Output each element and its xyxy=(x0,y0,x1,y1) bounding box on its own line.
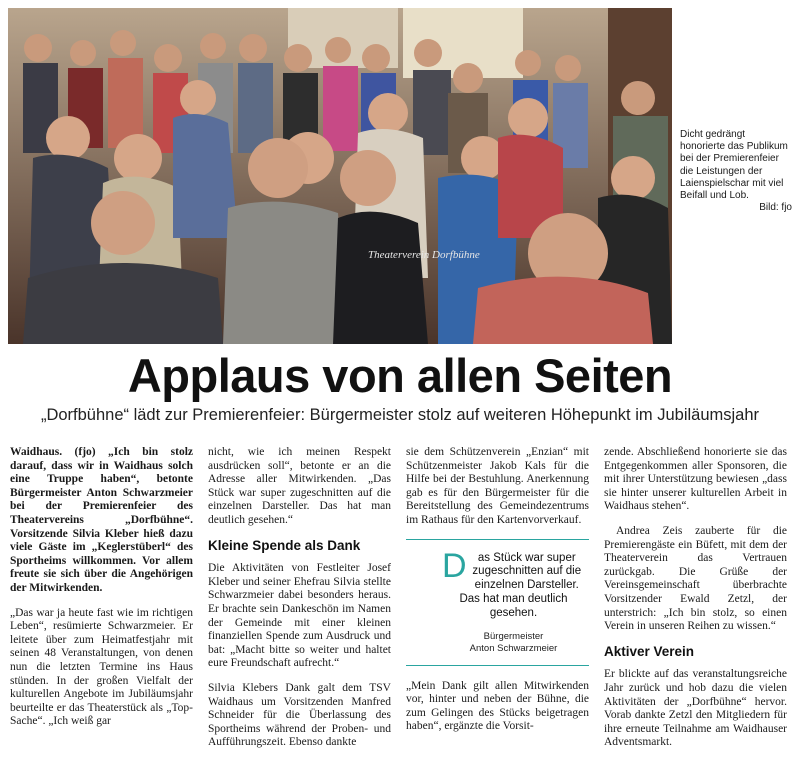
caption-text: Dicht gedrängt honorierte das Publikum bei der Premierenfeier die Leistungen der Laienspielschar mit viel Beifall und Lob. xyxy=(680,129,788,202)
paragraph: sie dem Schützenverein „Enzian“ mit Schützenmeister Jakob Kals für die Hilfe bei der Bestuhlung. Anerkennung gab es für den Bürgermeister für die Bereitstellung des Gemeindezentrums im Rathaus für den Kartenvorverkauf. xyxy=(406,446,589,526)
quote-author-name: Anton Schwarzmeier xyxy=(469,642,558,654)
quote-dropcap: D xyxy=(442,546,467,585)
paragraph: „Mein Dank gilt allen Mitwirkenden vor, hinter und neben der Bühne, die zum Gelingen des Stücks beigetragen haben“, ergänzte die Vorsit- xyxy=(406,679,589,733)
subheading-verein: Aktiver Verein xyxy=(604,643,695,659)
paragraph: zende. Abschließend honorierte sie das Entgegenkommen aller Sponsoren, die mit ihrer Unterstützung bewiesen „dass sie hinter unserer kulturellen Arbeit in Waidhaus stehen“. xyxy=(604,446,787,513)
article-column-1 xyxy=(10,446,193,740)
subheading-spende: Kleine Spende als Dank xyxy=(208,537,361,553)
crowd-photo-illustration xyxy=(8,8,672,344)
paragraph: Silvia Klebers Dank galt dem TSV Waidhaus um Vorsitzenden Manfred Schneider für die Überlassung des Sportheims während der Proben- und Aufführungszeit. Ebenso dankte xyxy=(208,681,391,749)
pull-quote-text xyxy=(442,546,585,621)
subheadline: „Dorfbühne“ lädt zur Premierenfeier: Bürgermeister stolz auf weiteren Höhepunkt im Jubiläumsjahr xyxy=(40,406,760,424)
lead-paragraph: Waidhaus. (fjo) „Ich bin stolz darauf, dass wir in Waidhaus solch eine Truppe haben“, betonte Bürgermeister Anton Schwarzmeier bei der Premierenfeier des Theatervereins „Dorfbühne“. Vorsitzende Silvia Kleber hieß dazu viele Gäste im „Keglerstüberl“ des Sportheims willkommen. Vor allem freute sie sich über die Angehörigen der Mitwirkenden. xyxy=(10,446,193,594)
paragraph: Andrea Zeis zauberte für die Premierengäste ein Büfett, mit dem der Theaterverein das Vertrauen zurückgab. Die Grüße der Vereinsgemeinschaft überbrachte Vorsitzender Ewald Zetzl, der unterstrich: „Ich bin stolz, so einen Verein in unseren Reihen zu wissen.“ xyxy=(604,524,787,633)
quote-author xyxy=(442,631,585,655)
photo-caption xyxy=(680,129,792,214)
quote-author-role: Bürgermeister xyxy=(483,630,544,642)
paragraph: „Das war ja heute fast wie im richtigen Leben“, resümierte Schwarzmeier. Er leitete über zum Heimatfestjahr mit seinen 48 Veranstaltungen, von denen nun die letzten Termine ins Haus stünden. In der großen Vielfalt der kulturellen Angebote im Jubiläumsjahr beurteilte er das Theaterstück als „Top-Sache“. „Ich weiß gar xyxy=(10,606,193,728)
paragraph: nicht, wie ich meinen Respekt ausdrücken soll“, betonte er an die Adresse aller Mitwirkenden. „Das Stück war super zugeschnitten auf die einzelnen Darsteller. Das hat man deutlich gesehen.“ xyxy=(208,446,391,526)
photo-credit: Bild: fjo xyxy=(759,202,792,214)
quote-body: as Stück war super zugeschnitten auf die einzelnen Darsteller. Das hat man deutlich gesehen. xyxy=(459,551,582,619)
headline: Applaus von allen Seiten xyxy=(127,349,673,402)
article-photo xyxy=(8,8,672,344)
article-column-3 xyxy=(406,446,589,745)
pull-quote xyxy=(406,539,589,666)
paragraph: Die Aktivitäten von Festleiter Josef Kleber und seiner Ehefrau Silvia stellte Schwarzmeier dabei besonders heraus. Er brachte sein Dankeschön im Namen der Gemeinde mit einer kleinen finanziellen Spende zum Ausdruck und bat: „Macht bitte so weiter und haltet eure Freundschaft aufrecht.“ xyxy=(208,562,391,670)
article-column-2 xyxy=(208,446,391,761)
photo-banner-text: Theaterverein Dorfbühne xyxy=(368,249,480,261)
paragraph: Er blickte auf das veranstaltungsreiche Jahr zurück und hob dazu die vielen Aktivitäten der „Dorfbühne“ hervor. Vorab dankte Zetzl den Mitgliedern für ihre erneute Teilnahme am Waidhauser Adventsmarkt. xyxy=(604,668,787,749)
article-column-4 xyxy=(604,446,787,761)
